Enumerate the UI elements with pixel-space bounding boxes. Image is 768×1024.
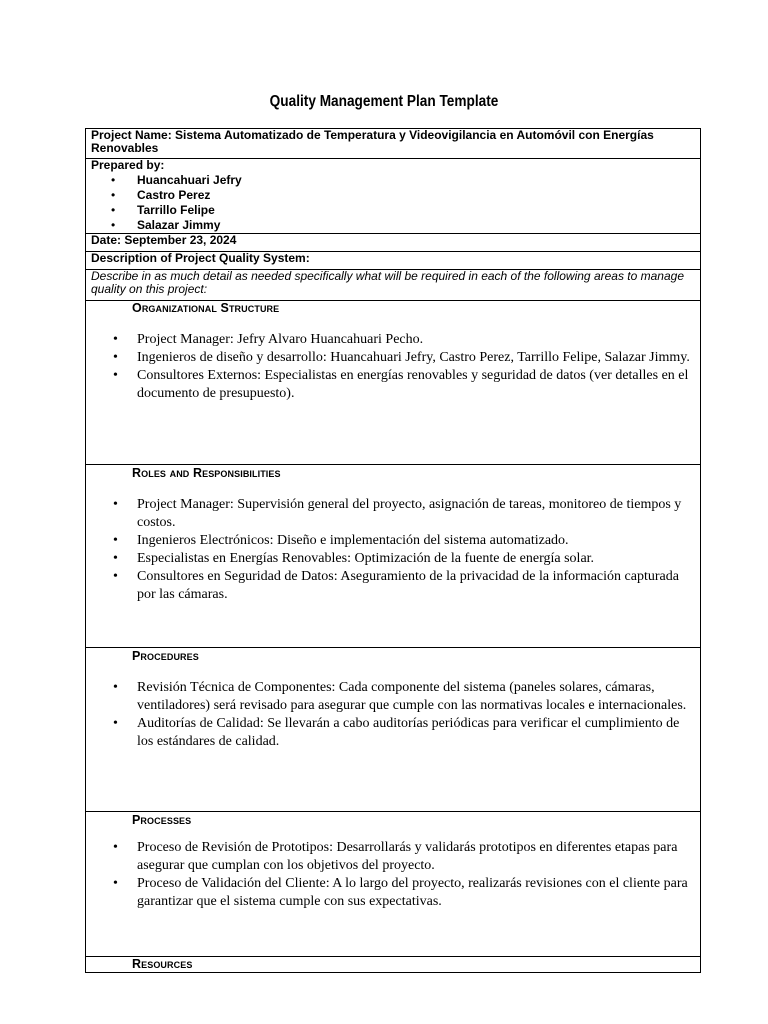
section-heading: Processes bbox=[132, 813, 192, 827]
section-procedures bbox=[86, 648, 701, 812]
section-organizational-structure bbox=[86, 301, 701, 465]
project-name-cell: Project Name: Sistema Automatizado de Temperatura y Videovigilancia en Automóvil con Energías Renovables bbox=[86, 129, 701, 159]
list-item: • Proceso de Revisión de Prototipos: Desarrollarás y validarás prototipos en diferentes etapas para asegurar que cumplan con los objetivos del proyecto. bbox=[137, 839, 695, 875]
list-item: • Salazar Jimmy bbox=[111, 218, 695, 233]
list-item: • Ingenieros Electrónicos: Diseño e implementación del sistema automatizado. bbox=[137, 532, 695, 550]
section-heading: Procedures bbox=[132, 649, 199, 663]
section-heading: Resources bbox=[132, 957, 193, 971]
prepared-by-label: Prepared by: bbox=[91, 158, 165, 172]
list-item: • Auditorías de Calidad: Se llevarán a cabo auditorías periódicas para verificar el cumplimiento de los estándares de calidad. bbox=[137, 715, 695, 751]
list-item: • Project Manager: Jefry Alvaro Huancahuari Pecho. bbox=[137, 331, 695, 349]
list-item: • Huancahuari Jefry bbox=[111, 173, 695, 188]
instructions-cell: Describe in as much detail as needed specifically what will be required in each of the following areas to manage quality on this project: bbox=[86, 270, 701, 301]
list-item: • Consultores en Seguridad de Datos: Aseguramiento de la privacidad de la información capturada por las cámaras. bbox=[137, 568, 695, 604]
description-label-cell: Description of Project Quality System: bbox=[86, 252, 701, 270]
quality-plan-table bbox=[85, 128, 701, 973]
list-item: • Castro Perez bbox=[111, 188, 695, 203]
section-list bbox=[91, 496, 695, 604]
list-item: • Tarrillo Felipe bbox=[111, 203, 695, 218]
section-processes bbox=[86, 812, 701, 957]
section-list bbox=[91, 839, 695, 911]
section-list bbox=[91, 679, 695, 751]
section-heading: Organizational Structure bbox=[132, 301, 280, 315]
list-item: • Especialistas en Energías Renovables: Optimización de la fuente de energía solar. bbox=[137, 550, 695, 568]
list-item: • Proceso de Validación del Cliente: A lo largo del proyecto, realizarás revisiones con el cliente para garantizar que el sistema cumple con sus expectativas. bbox=[137, 875, 695, 911]
list-item: • Ingenieros de diseño y desarrollo: Huancahuari Jefry, Castro Perez, Tarrillo Felipe, Salazar Jimmy. bbox=[137, 349, 695, 367]
list-item: • Project Manager: Supervisión general del proyecto, asignación de tareas, monitoreo de tiempos y costos. bbox=[137, 496, 695, 532]
list-item: • Consultores Externos: Especialistas en energías renovables y seguridad de datos (ver detalles en el documento de presupuesto). bbox=[137, 367, 695, 403]
prepared-by-cell bbox=[86, 159, 701, 234]
section-list bbox=[91, 331, 695, 403]
list-item: • Revisión Técnica de Componentes: Cada componente del sistema (paneles solares, cámaras, ventiladores) será revisado para asegurar que cumple con las normativas locales e internacionales. bbox=[137, 679, 695, 715]
date-cell: Date: September 23, 2024 bbox=[86, 234, 701, 252]
section-resources bbox=[86, 957, 701, 973]
document-title: Quality Management Plan Template bbox=[269, 93, 499, 110]
section-heading: Roles and Responsibilities bbox=[132, 466, 281, 480]
prepared-by-list bbox=[91, 173, 695, 233]
section-roles-responsibilities bbox=[86, 465, 701, 648]
